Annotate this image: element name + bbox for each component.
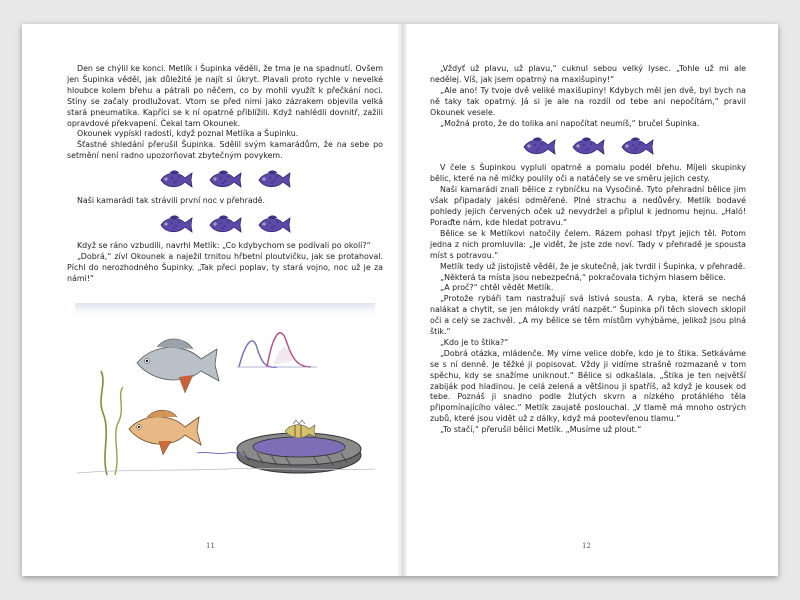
paragraph: Bělice se k Metlíkovi natočily čelem. Rázem pohasl třpyt jejich těl. Potom jedna z nich promluvila: „Je vidět, že jste zde noví. Tady v přehradě je spousta míst s potravou.“ xyxy=(430,228,746,260)
fish-icon xyxy=(521,137,557,157)
paragraph: V čele s Šupinkou vypluli opatrně a pomalu podél břehu. Míjeli skupinky bělic, které na ně mlčky poulily oči a natáčely se ve směru jejich cesty. xyxy=(430,163,746,184)
paragraph: „Kdo je to štika?“ xyxy=(440,337,509,347)
page-number: 11 xyxy=(206,542,215,550)
page-number: 12 xyxy=(582,542,591,550)
illustrated-fish xyxy=(129,410,201,455)
paragraph: „Dobrá,“ zívl Okounek a naježil trnitou hřbetní ploutvičku, jak se protahoval. Píchl do nerozhodného Šupinky. „Tak přeci poplav, ty stará vojno, noc už je za námi!“ xyxy=(67,251,383,283)
paragraph: Metlík tedy už jistojistě věděl, že je skutečně, jak tvrdil i Šupinka, v přehradě. xyxy=(440,261,746,271)
paragraph: Šťastné shledání přerušil Šupinka. Sdělil svým kamarádům, že na sebe po setmění není radno upozorňovat zbytečným povykem. xyxy=(67,140,383,161)
fish-ornament-row xyxy=(67,170,383,190)
illustrated-fish xyxy=(285,420,316,438)
illustrated-fish xyxy=(137,339,219,393)
paragraph: „A proč?“ chtěl vědět Metlík. xyxy=(440,283,554,293)
fish-icon xyxy=(207,215,243,235)
book-spread xyxy=(22,24,778,576)
paragraph: Naši kamarádi tak strávili první noc v přehradě. xyxy=(77,196,266,206)
fish-icon xyxy=(158,170,194,190)
fish-ornament-row xyxy=(430,137,746,157)
illustration-fish-and-tire xyxy=(67,303,383,479)
fish-icon xyxy=(570,137,606,157)
fish-icon xyxy=(158,215,194,235)
paragraph: „Možná proto, že do tolika ani napočítat neumíš,“ bručel Šupinka. xyxy=(440,118,700,128)
paragraph: „Dobrá otázka, mládenče. My víme velice dobře, kdo je to štika. Setkáváme se s ní denně. Je těžké ji popisovat. Vždy ji vidíme strašně rozmazaně v tom spěchu, kdy se snažíme uniknout.“ Bělice si odkašlala. „Štika je ten největší zabiják pod hladinou. Je celá zelená a většinou ji spatříš, až když je kousek od tebe. Poznáš ji snadno podle žlutých skvrn a nízkého protáhlého těla připomínajícího válec.“ Metlík zaujatě poslouchal. „V tlamě má mnoho ostrých zubů, které jsou vidět už z dálky, když má pootevřenou tlamu.“ xyxy=(430,348,746,424)
paragraph: Okounek vypískl radostí, když poznal Metlíka a Šupinku. xyxy=(77,129,299,139)
book-gutter xyxy=(397,24,407,576)
fish-icon xyxy=(207,170,243,190)
paragraph: „Ale ano! Ty tvoje dvě veliké maxišupiny! Kdybych měl jen dvě, byl bych na ně taky tak opatrný. Já si je ale na rozdíl od tebe ani nepočítám,“ pravil Okounek vesele. xyxy=(430,85,746,117)
fish-icon xyxy=(256,170,292,190)
paragraph: Den se chýlil ke konci. Metlík i Šupinka věděli, že tma je na spadnutí. Ovšem jen Šupinka věděl, jak důležité je najít si úkryt. Plavali proto rychle v nevelké hloubce kolem břehu a pátrali po něčem, co by mohli využít k přečkání noci. Stíny se začaly prodlužovat. Vtom se před nimi jako zázrakem objevila velká stará pneumatika. Kapříci se k ní opatrně přiblížili. Když nahlédli dovnitř, zažili opravdové překvapení. Čekal tam Okounek. xyxy=(67,64,383,128)
paragraph: „Protože rybáři tam nastražují svá lstivá sousta. A ryba, která se nechá nalákat a chytit, se jen málokdy vrátí nazpět.“ Šupinka při těch slovech sklopil oči a celý se zachvěl. „A my bělice se těm místům vyhýbáme, jelikož jsou plná štik.“ xyxy=(430,294,746,337)
left-page xyxy=(67,64,383,483)
paragraph: „Některá ta místa jsou nebezpečná,“ pokračovala tichým hlasem bělice. xyxy=(440,272,726,282)
paragraph: Když se ráno vzbudili, navrhl Metlík: „Co kdybychom se podívali po okolí?“ xyxy=(77,241,371,251)
paragraph: „Vždyť už plavu, už plavu,“ cuknul sebou velký lysec. „Tohle už mi ale nedělej. Víš, jak jsem opatrný na maxišupiny!“ xyxy=(430,64,746,84)
tire-illustration xyxy=(237,433,361,473)
fish-ornament-row xyxy=(67,215,383,235)
fish-icon xyxy=(619,137,655,157)
paragraph: „To stačí,“ přerušil bělici Metlík. „Musíme už plout.“ xyxy=(440,425,642,435)
fish-icon xyxy=(256,215,292,235)
right-page xyxy=(430,64,746,436)
paragraph: Naši kamarádi znali bělice z rybníčku na Vysočině. Tyto přehradní bělice jim však připadaly jakési odměřené. Plné strachu a nedůvěry. Metlík bodavé pohledy jejich červených oček už nevydržel a připlul k jednomu hejnu. „Haló! Poraďte nám, kde hledat potravu.“ xyxy=(430,185,746,227)
